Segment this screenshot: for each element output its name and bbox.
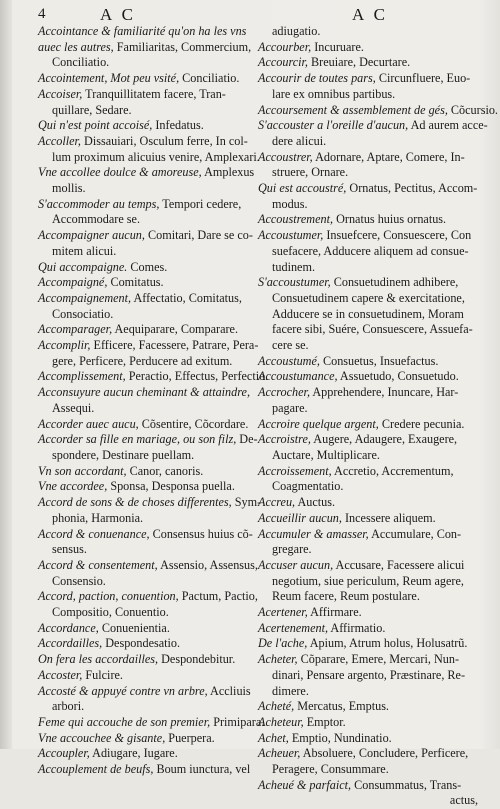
french-headword: Accoustrer, <box>258 149 313 164</box>
dictionary-line <box>258 699 478 715</box>
french-headword: Accomplissement, <box>38 369 126 384</box>
dictionary-line <box>258 558 478 574</box>
latin-text: Circunfluere, Euo- <box>378 71 471 86</box>
latin-text: Accusare, Facessere alicui <box>335 557 465 572</box>
french-headword: Accord & conuenance, <box>38 526 150 541</box>
dictionary-line <box>38 699 258 715</box>
latin-text: modus. <box>272 196 308 211</box>
dictionary-line <box>38 322 258 338</box>
french-headword: Acconsuyure aucun cheminant & attaindre, <box>38 385 250 400</box>
french-headword: Accroissement, <box>258 463 332 478</box>
dictionary-line <box>38 621 258 637</box>
latin-text: Consensus huius cõ- <box>152 526 253 541</box>
french-headword: Accordailles, <box>38 636 103 651</box>
latin-text: Emptio, Nundinatio. <box>291 730 392 745</box>
latin-text: Consummatus, Trans- <box>354 777 462 792</box>
latin-text: Reum facere, Reum postulare. <box>272 589 420 604</box>
dictionary-line <box>258 244 478 260</box>
latin-text: Canor, canoris. <box>129 463 204 478</box>
latin-text: Affirmare. <box>310 605 362 620</box>
dictionary-line <box>258 260 478 276</box>
latin-text: Assensio, Assensus, <box>160 557 258 572</box>
dictionary-line <box>258 542 478 558</box>
dictionary-line <box>38 212 258 228</box>
latin-text: Efficere, Facessere, Patrare, Pera- <box>93 338 259 353</box>
dictionary-line <box>38 385 258 401</box>
dictionary-line <box>258 746 478 762</box>
dictionary-line <box>38 40 258 56</box>
dictionary-line <box>38 275 258 291</box>
french-headword: Accordance, <box>38 620 99 635</box>
french-headword: Accoustumé, <box>258 353 320 368</box>
french-headword: Accomplir, <box>38 338 91 353</box>
dictionary-line <box>38 511 258 527</box>
dictionary-line <box>38 652 258 668</box>
latin-text: Sponsa, Desponsa puella. <box>110 479 235 494</box>
dictionary-line <box>38 417 258 433</box>
dictionary-line <box>258 307 478 323</box>
dictionary-line <box>38 574 258 590</box>
dictionary-line <box>258 574 478 590</box>
dictionary-line <box>38 87 258 103</box>
dictionary-line <box>258 118 488 134</box>
dictionary-line <box>38 228 258 244</box>
french-headword: S'accommoder au temps, <box>38 196 160 211</box>
dictionary-line <box>258 181 478 197</box>
french-headword: auec les autres, <box>38 39 114 54</box>
french-headword: S'accoustumer, <box>258 275 331 290</box>
latin-text: Compositio, Conuentio. <box>52 605 169 620</box>
latin-text: Fulcire. <box>85 667 123 682</box>
dictionary-line <box>38 260 258 276</box>
dictionary-line <box>258 636 478 652</box>
latin-text: Peragere, Consummare. <box>272 762 389 777</box>
french-headword: Accointance & familiarité qu'on ha les vns <box>38 24 247 38</box>
latin-text: Auctare, Multiplicare. <box>272 447 380 462</box>
dictionary-line <box>38 118 258 134</box>
dictionary-line <box>258 652 478 668</box>
latin-text: Ornatus, Pectitus, Accom- <box>349 181 478 196</box>
latin-text: struere, Ornare. <box>272 165 349 180</box>
dictionary-line <box>38 589 258 605</box>
dictionary-line <box>258 589 478 605</box>
french-headword: Acheté, <box>258 699 295 714</box>
french-headword: Accoustumer, <box>258 228 324 243</box>
latin-text: Affirmatio. <box>330 620 386 635</box>
latin-text: Assequi. <box>52 400 95 415</box>
dictionary-line <box>38 762 258 778</box>
dictionary-line <box>38 746 258 762</box>
french-headword: Vne accordee, <box>38 479 108 494</box>
french-headword: De l'ache, <box>258 636 308 651</box>
french-headword: Qui n'est point accoisé, <box>38 118 153 133</box>
dictionary-line <box>258 338 478 354</box>
page-number: 4 <box>38 6 46 22</box>
dictionary-line <box>258 605 478 621</box>
left-running-head: A C <box>100 5 136 24</box>
latin-text: Dissauiari, Osculum ferre, In col- <box>84 133 248 148</box>
dictionary-line <box>38 527 258 543</box>
latin-text: adiugatio. <box>272 24 321 38</box>
latin-text: arbori. <box>52 699 85 714</box>
french-headword: Feme qui accouche de son premier, <box>38 714 211 729</box>
french-headword: Accoursement & assemblement de gés, <box>258 102 448 117</box>
latin-text: Pactum, Pactio, <box>181 589 258 604</box>
latin-text: Accumulare, Con- <box>371 526 462 541</box>
latin-text: quillare, Sedare. <box>52 102 132 117</box>
latin-text: Affectatio, Comitatus, <box>133 290 242 305</box>
dictionary-line <box>38 307 258 323</box>
french-headword: Accoller, <box>38 133 81 148</box>
dictionary-line <box>258 762 478 778</box>
latin-text: Credere pecunia. <box>381 416 465 431</box>
french-headword: Acheué & parfaict, <box>258 777 352 792</box>
dictionary-line <box>38 558 258 574</box>
latin-text: Augere, Adaugere, Exaugere, <box>313 432 458 447</box>
latin-text: mitem alicui. <box>52 243 117 258</box>
dictionary-line <box>38 71 258 87</box>
dictionary-line <box>258 354 478 370</box>
latin-text: Mercatus, Emptus. <box>297 699 389 714</box>
dictionary-line <box>38 338 258 354</box>
french-headword: Accoustrement, <box>258 212 334 227</box>
dictionary-line <box>258 432 478 448</box>
latin-text: Conuenientia. <box>101 620 170 635</box>
latin-text: Coagmentatio. <box>272 479 344 494</box>
latin-text: dinari, Pensare argento, Præstinare, Re- <box>272 667 466 682</box>
latin-text: Auctus. <box>297 495 336 510</box>
latin-text: pagare. <box>272 400 308 415</box>
french-headword: Achet, <box>258 730 289 745</box>
dictionary-line <box>38 369 269 385</box>
dictionary-line <box>38 24 258 40</box>
french-headword: Accouplement de beufs, <box>38 762 154 777</box>
latin-text: Incuruare. <box>314 39 364 54</box>
french-headword: Vne accollee doulce & amoreuse, <box>38 165 202 180</box>
french-headword: Accrocher, <box>258 385 310 400</box>
latin-text: Ornatus huius ornatus. <box>336 212 447 227</box>
dictionary-line <box>38 244 258 260</box>
latin-text: Assuetudo, Consuetudo. <box>339 369 459 384</box>
latin-text: Familiaritas, Commercium, <box>116 39 252 54</box>
dictionary-line <box>38 181 258 197</box>
latin-text: Consuetudinem capere & exercitatione, <box>272 290 465 305</box>
dictionary-line <box>38 668 258 684</box>
latin-text: tudinem. <box>272 259 315 274</box>
latin-text: gere, Perficere, Perducere ad exitum. <box>52 353 233 368</box>
dictionary-line <box>258 495 478 511</box>
dictionary-line <box>258 417 478 433</box>
dictionary-line <box>258 150 478 166</box>
dictionary-line <box>258 87 478 103</box>
french-headword: Acheter, <box>258 652 298 667</box>
french-headword: Accoiser, <box>38 86 83 101</box>
dictionary-line <box>38 150 258 166</box>
dictionary-line <box>38 291 258 307</box>
dictionary-line <box>38 636 258 652</box>
dictionary-line <box>258 527 478 543</box>
right-column <box>258 24 498 808</box>
latin-text: dimere. <box>272 683 309 698</box>
latin-text: Comes. <box>130 259 168 274</box>
dictionary-line <box>38 684 258 700</box>
latin-text: Despondebitur. <box>161 652 236 667</box>
latin-text: lare ex omnibus partibus. <box>272 86 396 101</box>
dictionary-line <box>258 369 478 385</box>
latin-text: Tranquillitatem facere, Tran- <box>85 86 226 101</box>
dictionary-line <box>38 432 258 448</box>
latin-text: Apium, Atrum holus, Holusatrũ. <box>309 636 468 651</box>
latin-text: Sym- <box>234 495 262 510</box>
latin-text: Consensio. <box>52 573 106 588</box>
dictionary-line <box>258 621 478 637</box>
french-headword: Accuser aucun, <box>258 557 334 572</box>
latin-text: Peractio, Effectus, Perfectio. <box>128 369 269 384</box>
french-headword: Accoster, <box>38 667 83 682</box>
dictionary-line <box>38 495 262 511</box>
french-headword: Qui est accoustré, <box>258 181 347 196</box>
latin-text: sensus. <box>52 542 87 557</box>
french-headword: Accroire quelque argent, <box>258 416 379 431</box>
french-headword: Accoustumance, <box>258 369 338 384</box>
left-column <box>38 24 269 777</box>
french-headword: Accumuler & amasser, <box>258 526 369 541</box>
french-headword: Accointement, Mot peu vsité, <box>38 71 180 86</box>
dictionary-line <box>38 542 258 558</box>
dictionary-line <box>258 385 478 401</box>
dictionary-line <box>258 684 478 700</box>
french-headword: Accreu, <box>258 495 296 510</box>
dictionary-line <box>258 715 478 731</box>
latin-text: Comitari, Dare se co- <box>148 228 253 243</box>
dictionary-line <box>258 479 478 495</box>
latin-text: suefacere, Adducere aliquem ad consue- <box>272 243 469 258</box>
latin-text: Consuetus, Insuefactus. <box>322 353 439 368</box>
latin-text: Ad aurem acce- <box>410 118 488 133</box>
french-headword: Accourber, <box>258 39 312 54</box>
latin-text: Puerpera. <box>168 730 215 745</box>
latin-text: Adiugare, Iugare. <box>92 746 178 761</box>
latin-text: dere alicui. <box>272 133 327 148</box>
french-headword: Accompaigner aucun, <box>38 228 145 243</box>
french-headword: Accosté & appuyé contre vn arbre, <box>38 683 208 698</box>
french-headword: Accourcir, <box>258 55 308 70</box>
latin-text: actus, <box>449 793 478 808</box>
french-headword: Qui accompaigne. <box>38 259 128 274</box>
latin-text: Cõparare, Emere, Mercari, Nun- <box>300 652 460 667</box>
dictionary-line <box>258 464 478 480</box>
latin-text: Accliuis <box>210 683 251 698</box>
right-running-head: A C <box>352 5 388 24</box>
french-headword: Accoupler, <box>38 746 90 761</box>
dictionary-line <box>258 448 478 464</box>
latin-text: Accretio, Accrementum, <box>334 463 454 478</box>
latin-text: Infedatus. <box>155 118 204 133</box>
latin-text: cere se. <box>272 338 309 353</box>
latin-text: negotium, siue periculum, Reum agere, <box>272 573 464 588</box>
dictionary-line <box>38 103 258 119</box>
dictionary-line <box>258 401 478 417</box>
dictionary-line <box>258 275 478 291</box>
french-headword: Accord, paction, conuention, <box>38 589 179 604</box>
dictionary-line <box>38 55 258 71</box>
french-headword: Vn son accordant, <box>38 463 127 478</box>
dictionary-line <box>258 511 478 527</box>
latin-text: Accommodare se. <box>52 212 140 227</box>
latin-text: Absoluere, Concludere, Perficere, <box>302 746 469 761</box>
latin-text: Insuefcere, Consuescere, Con <box>326 228 472 243</box>
dictionary-line <box>258 197 478 213</box>
latin-text: Consociatio. <box>52 306 114 321</box>
latin-text: lum proximum alicuius venire, Amplexari. <box>52 149 260 164</box>
latin-text: Conciliatio. <box>52 55 110 70</box>
latin-text: spondere, Destinare puellam. <box>52 447 195 462</box>
dictionary-line <box>258 322 478 338</box>
dictionary-line <box>258 778 478 794</box>
dictionary-line <box>38 134 258 150</box>
french-headword: Acheteur, <box>258 714 304 729</box>
latin-text: Consuetudinem adhibere, <box>333 275 459 290</box>
latin-text: phonia, Harmonia. <box>52 510 144 525</box>
french-headword: Accomparager, <box>38 322 113 337</box>
french-headword: Vne accouchee & gisante, <box>38 730 166 745</box>
latin-text: Adornare, Aptare, Comere, In- <box>315 149 465 164</box>
dictionary-line <box>258 40 478 56</box>
latin-text: Amplexus <box>204 165 255 180</box>
dictionary-line <box>258 55 478 71</box>
french-headword: Accorder auec aucu, <box>38 416 139 431</box>
dictionary-line <box>38 605 258 621</box>
french-headword: Accord & consentement, <box>38 557 158 572</box>
running-header <box>0 6 500 24</box>
latin-text: Cõcursio. <box>450 102 498 117</box>
french-headword: On fera les accordailles, <box>38 652 159 667</box>
latin-text: Comitatus. <box>110 275 164 290</box>
latin-text: Despondesatio. <box>105 636 181 651</box>
dictionary-line <box>258 291 478 307</box>
dictionary-line <box>38 197 258 213</box>
dictionary-line <box>38 731 258 747</box>
french-headword: Accompaignement, <box>38 290 132 305</box>
latin-text: Apprehendere, Inuncare, Har- <box>312 385 459 400</box>
dictionary-line <box>38 165 258 181</box>
latin-text: Aequiparare, Comparare. <box>114 322 239 337</box>
dictionary-line <box>258 228 478 244</box>
dictionary-line <box>38 714 265 731</box>
latin-text: Cõsentire, Cõcordare. <box>141 416 249 431</box>
page-spine-shadow <box>0 0 12 749</box>
french-headword: S'accouster a l'oreille d'aucun, <box>258 118 409 133</box>
latin-text: Incessere aliquem. <box>344 510 436 525</box>
french-headword: Accord de sons & de choses differentes, <box>38 495 232 510</box>
dictionary-line <box>38 464 258 480</box>
dictionary-line <box>38 401 258 417</box>
french-headword: Accompaigné, <box>38 275 108 290</box>
latin-text: Breuiare, Decurtare. <box>311 55 411 70</box>
latin-text: Conciliatio. <box>182 71 240 86</box>
dictionary-line <box>38 479 258 495</box>
dictionary-line <box>38 448 258 464</box>
dictionary-line <box>258 102 498 119</box>
french-headword: Accourir de toutes pars, <box>258 71 376 86</box>
latin-text: gregare. <box>272 542 312 557</box>
latin-text: facere sibi, Suére, Consuescere, Assuefa- <box>272 322 473 337</box>
french-headword: Acertener, <box>258 605 308 620</box>
dictionary-line <box>258 793 478 809</box>
dictionary-line <box>38 354 258 370</box>
dictionary-line <box>258 24 478 40</box>
latin-text: De- <box>239 432 258 447</box>
latin-text: Primipara. <box>213 714 265 729</box>
latin-text: Adducere se in consuetudinem, Moram <box>272 306 464 321</box>
french-headword: Accueillir aucun, <box>258 510 342 525</box>
dictionary-line <box>258 212 478 228</box>
latin-text: mollis. <box>52 181 86 196</box>
latin-text: Boum iunctura, vel <box>156 762 251 777</box>
dictionary-line <box>258 134 478 150</box>
dictionary-line <box>258 668 478 684</box>
french-headword: Accorder sa fille en mariage, ou son filz, <box>38 432 237 447</box>
french-headword: Acertenement, <box>258 620 329 635</box>
dictionary-line <box>258 71 478 87</box>
dictionary-line <box>258 731 478 747</box>
dictionary-line <box>258 165 478 181</box>
latin-text: Emptor. <box>306 714 346 729</box>
french-headword: Acheuer, <box>258 746 301 761</box>
french-headword: Accroistre, <box>258 432 311 447</box>
latin-text: Tempori cedere, <box>162 196 242 211</box>
